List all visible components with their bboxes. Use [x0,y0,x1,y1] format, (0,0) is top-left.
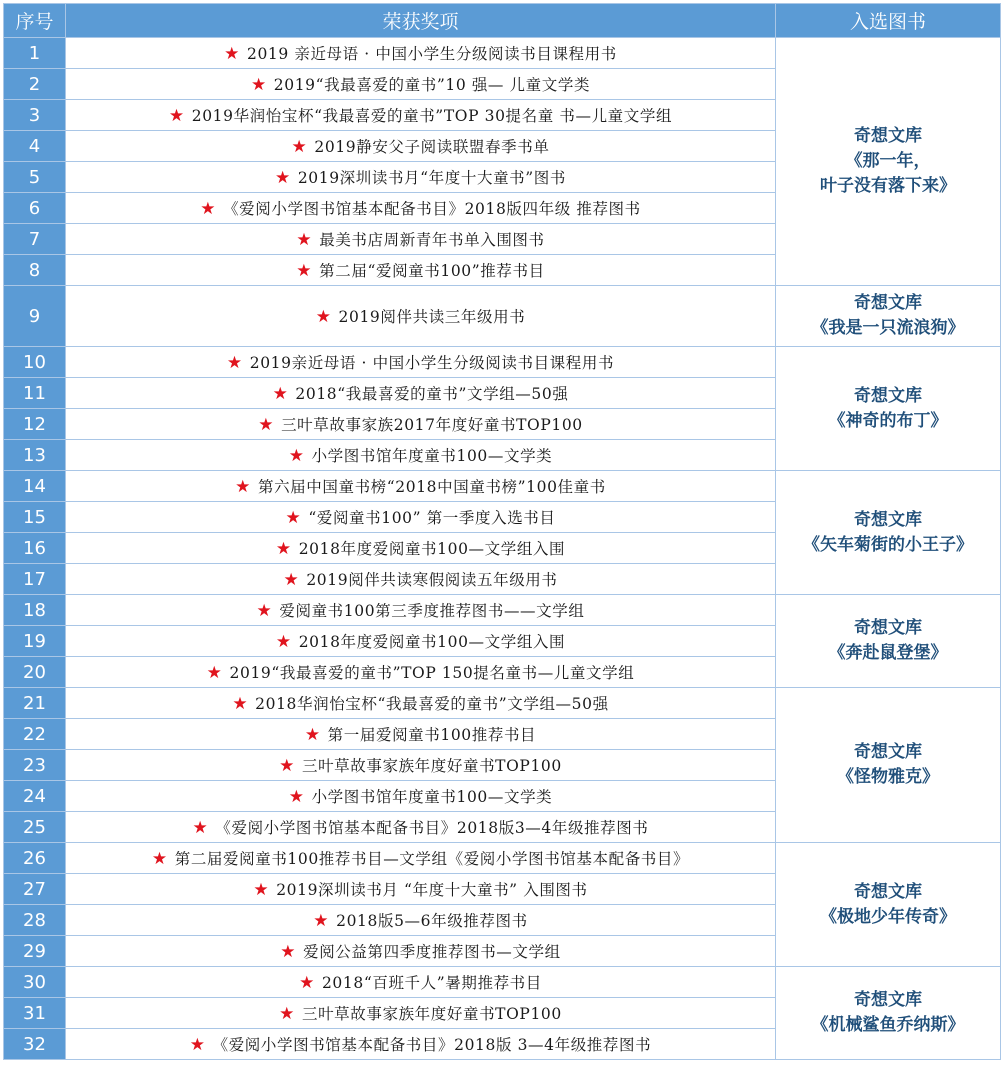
book-series: 奇想文库 [854,385,922,406]
book-cell [776,286,1001,347]
star-icon: ★ [189,1035,206,1055]
award-text: 2018年度爱阅童书100—文学组入围 [298,633,566,651]
award-text: 2019亲近母语 · 中国小学生分级阅读书目课程用书 [249,354,615,372]
book-cell [776,967,1001,1060]
award-text: 第六届中国童书榜“2018中国童书榜”100佳童书 [257,478,606,496]
star-icon: ★ [304,725,321,745]
star-icon: ★ [250,75,267,95]
award-text: 三叶草故事家族年度好童书TOP100 [301,1005,562,1023]
award-text: 2018“我最喜爱的童书”文学组—50强 [295,385,569,403]
award-cell [66,286,776,347]
row-number: 3 [4,100,66,131]
star-icon: ★ [291,137,308,157]
award-cell [66,1029,776,1060]
award-text: 《爱阅小学图书馆基本配备书目》2018版3—4年级推荐图书 [215,819,649,837]
row-number: 7 [4,224,66,255]
book-series: 奇想文库 [854,509,922,530]
header-award: 荣获奖项 [66,4,776,38]
row-number: 22 [4,719,66,750]
row-number: 21 [4,688,66,719]
book-title-line2: 叶子没有落下来》 [820,176,956,196]
book-title: 《矢车菊街的小王子》 [803,534,973,555]
award-text: 小学图书馆年度童书100—文学类 [311,788,553,806]
row-number: 17 [4,564,66,595]
award-cell [66,874,776,905]
award-cell [66,471,776,502]
book-title: 《怪物雅克》 [837,767,939,787]
award-cell [66,224,776,255]
award-cell [66,533,776,564]
star-icon: ★ [274,168,291,188]
book-title: 《奔赴鼠登堡》 [828,643,948,663]
award-cell [66,378,776,409]
award-text: 2019深圳读书月“年度十大童书”图书 [297,169,567,187]
row-number: 23 [4,750,66,781]
row-number: 9 [4,286,66,347]
row-number: 19 [4,626,66,657]
row-number: 13 [4,440,66,471]
header-book: 入选图书 [776,4,1001,38]
award-cell [66,347,776,378]
row-number: 28 [4,905,66,936]
row-number: 1 [4,38,66,69]
award-cell [66,131,776,162]
star-icon: ★ [232,694,249,714]
award-text: 2019华润怡宝杯“我最喜爱的童书”TOP 30提名童 书—儿童文学组 [191,107,673,125]
book-series: 奇想文库 [854,881,922,902]
award-cell [66,812,776,843]
book-series: 奇想文库 [854,990,922,1010]
award-cell [66,69,776,100]
row-number: 12 [4,409,66,440]
award-cell [66,781,776,812]
row-number: 30 [4,967,66,998]
awards-table [3,3,1001,1060]
star-icon: ★ [285,508,302,528]
star-icon: ★ [288,446,305,466]
award-text: 爱阅公益第四季度推荐图书—文学组 [303,943,561,961]
award-text: 2019阅伴共读三年级用书 [338,308,526,326]
book-cell [776,471,1001,595]
award-cell [66,936,776,967]
award-cell [66,905,776,936]
header-index: 序号 [4,4,66,38]
star-icon: ★ [272,384,289,404]
row-number: 32 [4,1029,66,1060]
table-row [4,347,1001,378]
table-row [4,688,1001,719]
book-title: 《机械鲨鱼乔纳斯》 [811,1015,965,1035]
award-cell [66,564,776,595]
award-text: 三叶草故事家族年度好童书TOP100 [301,757,562,775]
row-number: 29 [4,936,66,967]
star-icon: ★ [296,230,313,250]
award-cell [66,719,776,750]
award-text: 第二届“爱阅童书100”推荐书目 [319,262,545,280]
row-number: 31 [4,998,66,1029]
book-cell [776,347,1001,471]
award-text: 第二届爱阅童书100推荐书目—文学组《爱阅小学图书馆基本配备书目》 [174,850,690,868]
star-icon: ★ [296,261,313,281]
award-text: 第一届爱阅童书100推荐书目 [327,726,537,744]
award-cell [66,626,776,657]
award-text: 2019深圳读书月 “年度十大童书” 入围图书 [276,881,588,899]
star-icon: ★ [192,818,209,838]
book-title: 《神奇的布丁》 [828,410,948,431]
award-cell [66,193,776,224]
table-row [4,967,1001,998]
star-icon: ★ [151,849,168,869]
row-number: 25 [4,812,66,843]
star-icon: ★ [200,199,217,219]
award-cell [66,100,776,131]
table-row [4,595,1001,626]
award-cell [66,595,776,626]
award-cell [66,38,776,69]
row-number: 8 [4,255,66,286]
row-number: 15 [4,502,66,533]
book-title: 《我是一只流浪狗》 [811,318,965,338]
row-number: 14 [4,471,66,502]
award-cell [66,502,776,533]
star-icon: ★ [256,601,273,621]
row-number: 16 [4,533,66,564]
award-cell [66,657,776,688]
row-number: 18 [4,595,66,626]
header-row [4,4,1001,38]
award-text: 2019“我最喜爱的童书”10 强— 儿童文学类 [273,76,591,94]
award-text: 2019阅伴共读寒假阅读五年级用书 [306,571,558,589]
award-cell [66,440,776,471]
award-text: 2019“我最喜爱的童书”TOP 150提名童书—儿童文学组 [229,664,635,682]
star-icon: ★ [283,570,300,590]
star-icon: ★ [279,756,295,776]
award-text: 2018版5—6年级推荐图书 [336,912,528,930]
book-series: 奇想文库 [854,742,922,762]
row-number: 11 [4,378,66,409]
star-icon: ★ [275,632,292,652]
book-series: 奇想文库 [854,618,922,638]
book-title: 《那一年， [845,151,931,171]
award-text: 2019静安父子阅读联盟春季书单 [314,138,550,156]
table-body [4,38,1001,1060]
award-text: 2018“百班千人”暑期推荐书目 [321,974,542,992]
star-icon: ★ [258,415,275,435]
star-icon: ★ [226,353,243,373]
star-icon: ★ [168,106,185,126]
award-text: 2018年度爱阅童书100—文学组入围 [298,540,566,558]
star-icon: ★ [275,539,292,559]
award-text: 2018华润怡宝杯“我最喜爱的童书”文学组—50强 [255,695,609,713]
award-text: “爱阅童书100” 第一季度入选书目 [308,509,556,527]
book-cell [776,38,1001,286]
star-icon: ★ [299,973,315,993]
book-cell [776,843,1001,967]
award-cell [66,843,776,874]
award-text: 2019 亲近母语 · 中国小学生分级阅读书目课程用书 [246,45,617,63]
row-number: 20 [4,657,66,688]
award-text: 《爱阅小学图书馆基本配备书目》2018版 3—4年级推荐图书 [212,1036,652,1054]
star-icon: ★ [235,477,251,497]
row-number: 6 [4,193,66,224]
award-cell [66,162,776,193]
row-number: 26 [4,843,66,874]
book-cell [776,595,1001,688]
award-cell [66,409,776,440]
award-text: 三叶草故事家族2017年度好童书TOP100 [281,416,583,434]
table-row [4,286,1001,347]
star-icon: ★ [313,911,330,931]
star-icon: ★ [206,663,223,683]
row-number: 4 [4,131,66,162]
table-row [4,471,1001,502]
book-cell [776,688,1001,843]
star-icon: ★ [279,1004,295,1024]
award-text: 最美书店周新青年书单入围图书 [319,231,545,249]
star-icon: ★ [288,787,305,807]
row-number: 5 [4,162,66,193]
award-text: 小学图书馆年度童书100—文学类 [311,447,553,465]
table-row [4,843,1001,874]
award-cell [66,998,776,1029]
star-icon: ★ [224,44,240,64]
book-series: 奇想文库 [854,126,922,146]
row-number: 24 [4,781,66,812]
row-number: 27 [4,874,66,905]
award-cell [66,967,776,998]
row-number: 2 [4,69,66,100]
star-icon: ★ [280,942,297,962]
row-number: 10 [4,347,66,378]
award-cell [66,255,776,286]
award-text: 《爱阅小学图书馆基本配备书目》2018版四年级 推荐图书 [223,200,641,218]
star-icon: ★ [253,880,270,900]
award-text: 爱阅童书100第三季度推荐图书——文学组 [279,602,585,620]
book-series: 奇想文库 [854,293,922,313]
award-cell [66,688,776,719]
award-cell [66,750,776,781]
table-row [4,38,1001,69]
book-title: 《极地少年传奇》 [820,906,956,927]
star-icon: ★ [315,307,332,327]
